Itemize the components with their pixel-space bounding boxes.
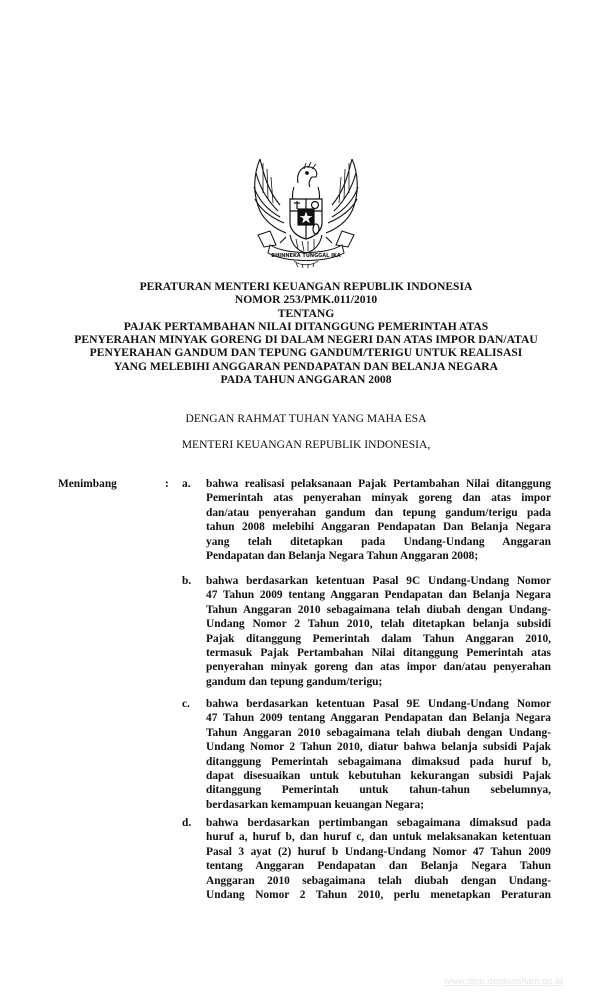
text-line: tentang Anggaran Pendapatan dan Belanja Negara Tahun <box>206 860 551 873</box>
text-line: bahwa berdasarkan ketentuan Pasal 9E Undang-Undang Nomor <box>206 698 551 710</box>
regulation-number: NOMOR 253/PMK.011/2010 <box>234 293 378 307</box>
title-line: PADA TAHUN ANGGARAN 2008 <box>220 373 392 387</box>
text-line: Undang Nomor 2 Tahun 2010, diatur bahwa belanja subsidi Pajak <box>206 741 551 754</box>
text-line: huruf a, huruf b, dan huruf c, dan untuk melaksanakan ketentuan <box>206 831 551 844</box>
source-watermark-link[interactable]: www.djpp.depkumham.go.id <box>444 976 563 987</box>
text-line: Undang Nomor 2 Tahun 2010, perlu menetapkan Peraturan <box>206 889 551 902</box>
text-line: bahwa berdasarkan pertimbangan sebagaimana dimaksud pada <box>206 817 551 829</box>
item-text <box>206 697 551 812</box>
text-line: 47 Tahun 2009 tentang Anggaran Pendapatan dan Belanja Negara <box>206 589 551 602</box>
title-line: PERATURAN MENTERI KEUANGAN REPUBLIK INDONESIA <box>139 280 473 293</box>
item-letter: c. <box>182 698 190 710</box>
text-line: Pasal 3 ayat (2) huruf b Undang-Undang Nomor 47 Tahun 2009 <box>206 845 551 858</box>
item-letter: a. <box>182 478 191 490</box>
text-line: penyerahan minyak goreng dan atas impor dan/atau penyerahan <box>206 661 551 674</box>
text-line: Pajak ditanggung Pemerintah dalam Tahun Anggaran 2010, <box>206 632 551 645</box>
title-line: PENYERAHAN GANDUM DAN TEPUNG GANDUM/TERIGU UNTUK REALISASI <box>89 346 523 360</box>
item-letter: b. <box>182 575 192 587</box>
item-text <box>206 816 551 902</box>
issuer-text: MENTERI KEUANGAN REPUBLIK INDONESIA, <box>181 438 431 451</box>
svg-text:BHINNEKA TUNGGAL IKA: BHINNEKA TUNGGAL IKA <box>271 253 341 259</box>
text-line: 47 Tahun 2009 tentang Anggaran Pendapatan dan Belanja Negara <box>206 712 551 725</box>
item-text <box>206 574 551 689</box>
text-line: Tahun Anggaran 2010 sebagaimana telah diubah dengan Undang- <box>206 726 551 739</box>
item-letter: d. <box>182 817 192 829</box>
text-line: Pendapatan dan Belanja Negara Tahun Anggaran 2008; <box>206 550 479 563</box>
text-line: Anggaran 2010 sebagaimana telah diubah dengan Undang- <box>206 874 551 887</box>
text-line: dapat disesuaikan untuk kebutuhan kekurangan subsidi Pajak <box>206 770 551 783</box>
text-line: gandum dan tepung gandum/terigu; <box>206 675 383 688</box>
title-line: YANG MELEBIHI ANGGARAN PENDAPATAN DAN BELANJA NEGARA <box>113 359 499 373</box>
title-line: PENYERAHAN MINYAK GORENG DI DALAM NEGERI DAN ATAS IMPOR DAN/ATAU <box>74 333 538 347</box>
item-text <box>206 477 551 563</box>
regulation-title <box>60 280 552 386</box>
text-line: termasuk Pajak Pertambahan Nilai ditanggung Pemerintah atas <box>206 647 551 660</box>
text-line: tahun 2008 melebihi Anggaran Pendapatan Dan Belanja Negara <box>206 521 551 534</box>
text-line: Tahun Anggaran 2010 sebagaimana telah diubah dengan Undang- <box>206 603 551 616</box>
title-line: TENTANG <box>277 306 335 320</box>
title-line: PAJAK PERTAMBAHAN NILAI DITANGGUNG PEMERINTAH ATAS <box>123 319 489 333</box>
considerations-label: Menimbang <box>58 478 117 490</box>
text-line: bahwa realisasi pelaksanaan Pajak Pertambahan Nilai ditanggung <box>206 478 551 490</box>
text-line: bahwa berdasarkan ketentuan Pasal 9C Undang-Undang Nomor <box>206 575 551 587</box>
garuda-emblem-icon <box>246 153 366 271</box>
text-line: berdasarkan kemampuan keuangan Negara; <box>206 798 425 811</box>
text-line: ditanggung Pemerintah untuk tahun-tahun sebelumnya, <box>206 784 551 797</box>
invocation-text: DENGAN RAHMAT TUHAN YANG MAHA ESA <box>185 412 427 425</box>
text-line: yang telah ditetapkan pada Undang-Undang Anggaran <box>206 535 551 548</box>
text-line: ditanggung Pemerintah sebagaimana dimaksud pada huruf b, <box>206 755 551 768</box>
considerations-colon: : <box>165 478 169 490</box>
text-line: Undang Nomor 2 Tahun 2010, telah ditetapkan belanja subsidi <box>206 618 551 631</box>
text-line: dan/atau penyerahan gandum dan tepung gandum/terigu pada <box>206 506 551 519</box>
text-line: Pemerintah atas penyerahan minyak goreng dan atas impor <box>206 492 551 505</box>
